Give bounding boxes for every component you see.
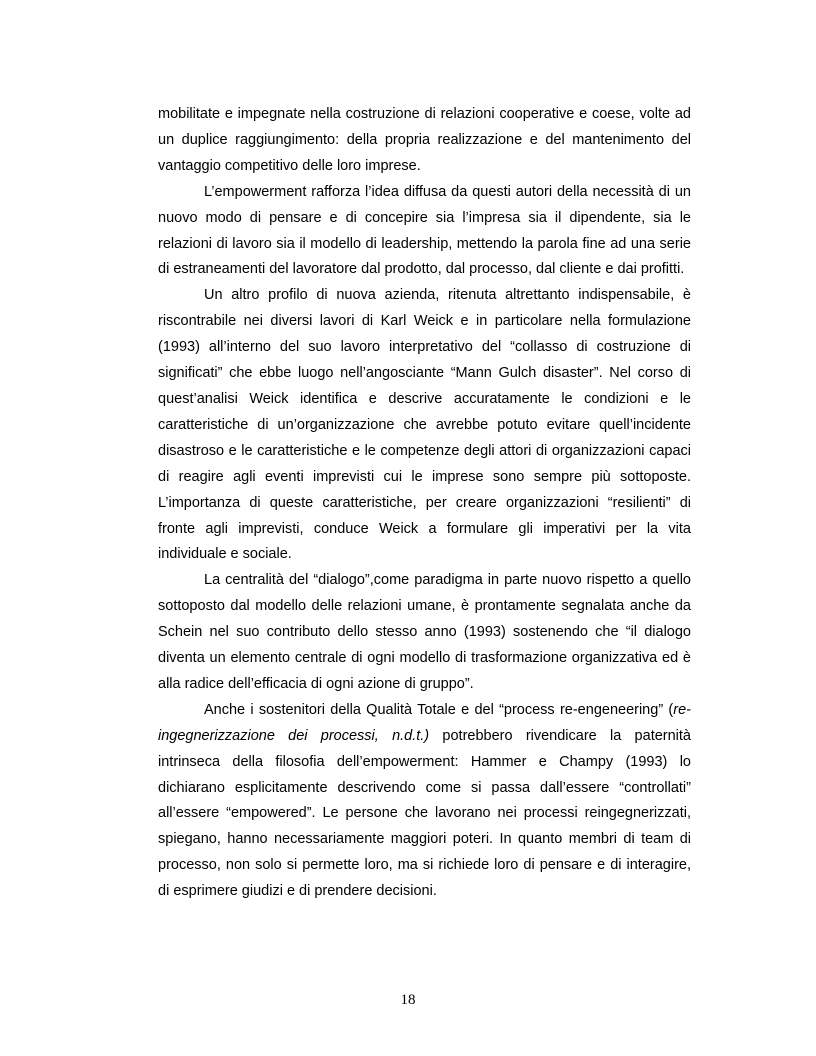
paragraph-weick: Un altro profilo di nuova azienda, ritenuta altrettanto indispensabile, è riscontrabile nei diversi lavori di Karl Weick e in particolare nella formulazione (1993) all’interno del suo lavoro interpretativo del “collasso di costruzione di significati” che ebbe luogo nell’angosciante “Mann Gulch disaster”. Nel corso di quest’analisi Weick identifica e descrive accuratamente le condizioni e le caratteristiche di un’organizzazione che avrebbe potuto evitare quell’incidente disastroso e le caratteristiche e le competenze degli attori di organizzazioni capaci di reagire agli eventi imprevisti cui le imprese sono sempre più sottoposte. L’importanza di queste caratteristiche, per creare organizzazioni “resilienti” di fronte agli imprevisti, conduce Weick a formulare gli imperativi per la vita individuale e sociale. [158,287,691,563]
paragraph-continuation: mobilitate e impegnate nella costruzione di relazioni cooperative e coese, volte ad un duplice raggiungimento: della propria realizzazione e del mantenimento del vantaggio competitivo delle loro imprese. [158,106,691,174]
paragraph-italic-text: re-ingegnerizzazione dei processi, n.d.t.) [158,701,691,744]
paragraph-lead-text: Anche i sostenitori della Qualità Totale e del “process re-engeneering” ( [204,701,674,718]
paragraph-rest-text: potrebbero rivendicare la paternità intrinseca della filosofia dell’empowerment: Hammer e Champy (1993) lo dichiarano esplicitamente descrivendo come si passa dall’essere “controllati” all’essere “empowered”. Le persone che lavorano nei processi reingegnerizzati, spiegano, hanno necessariamente maggiori poteri. In quanto membri di team di processo, non solo si permette loro, ma si richiede loro di pensare e di interagire, di esprimere giudizi e di prendere decisioni. [158,727,691,900]
page-number: 18 [400,992,416,1008]
body-text [158,102,691,905]
paragraph-qualita-totale [158,698,691,905]
paragraph-dialogo: La centralità del “dialogo”,come paradigma in parte nuovo rispetto a quello sottoposto dal modello delle relazioni umane, è prontamente segnalata anche da Schein nel suo contributo dello stesso anno (1993) sostenendo che “il dialogo diventa un elemento centrale di ogni modello di trasformazione organizzativa ed è alla radice dell’efficacia di ogni azione di gruppo”. [158,572,691,692]
paragraph-empowerment: L’empowerment rafforza l’idea diffusa da questi autori della necessità di un nuovo modo di pensare e di concepire sia l’impresa sia il dipendente, sia le relazioni di lavoro sia il modello di leadership, mettendo la parola fine ad una serie di estraneamenti del lavoratore dal prodotto, dal processo, dal cliente e dai profitti. [158,183,691,278]
